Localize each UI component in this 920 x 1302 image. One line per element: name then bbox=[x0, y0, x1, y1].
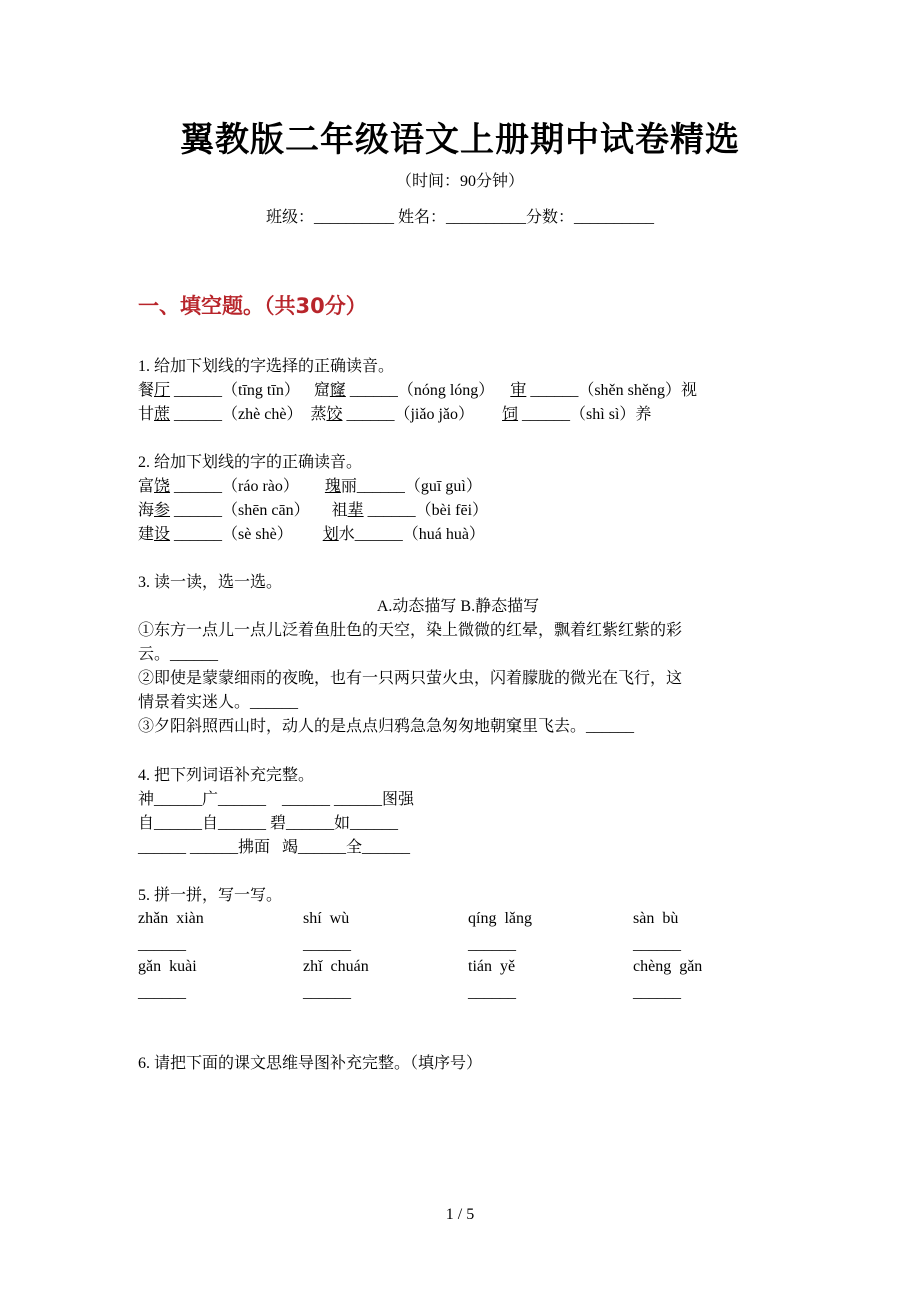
q1-l1-b-rest: ______（nóng lóng） bbox=[345, 382, 495, 399]
question-3-item-2a: ②即使是蒙蒙细雨的夜晚，也有一只两只萤火虫，闪着朦胧的微光在飞行，这 bbox=[138, 670, 683, 687]
pinyin-5: gǎn kuài bbox=[138, 958, 197, 975]
q1-l1-a-pre: 餐 bbox=[138, 382, 155, 399]
answer-blank-1: ______ bbox=[138, 936, 186, 953]
page-title: 翼教版二年级语文上册期中试卷精选 bbox=[180, 120, 740, 160]
exam-time: （时间：90分钟） bbox=[395, 173, 524, 190]
q2-r2-a-underlined: 参 bbox=[154, 502, 171, 519]
question-3 bbox=[138, 571, 778, 739]
q1-l2-a-rest: ______（zhè chè） bbox=[170, 406, 303, 423]
question-4-line-3: ______ ______拂面 竭______全______ bbox=[138, 839, 411, 856]
q1-l2-c-underlined: 饲 bbox=[502, 406, 519, 423]
question-3-prompt: 3. 读一读，选一选。 bbox=[138, 574, 283, 591]
q2-r3-a-rest: ______（sè shè） bbox=[170, 526, 293, 543]
q2-r2-b-rest: ______（bèi fēi） bbox=[363, 502, 489, 519]
question-1-prompt: 1. 给加下划线的字选择的正确读音。 bbox=[138, 358, 395, 375]
q2-r2-b-underlined: 辈 bbox=[347, 502, 364, 519]
question-3-options: A.动态描写 B.静态描写 bbox=[376, 598, 540, 615]
pinyin-2: shí wù bbox=[303, 910, 350, 927]
student-info-line: 班级：__________ 姓名：__________分数：__________ bbox=[265, 209, 654, 226]
q1-l2-b-underlined: 饺 bbox=[326, 406, 343, 423]
q1-l1-c-rest: ______（shěn shěng）视 bbox=[526, 382, 697, 399]
question-2-prompt: 2. 给加下划线的字的正确读音。 bbox=[138, 454, 363, 471]
answer-blank-6: ______ bbox=[303, 984, 351, 1001]
q2-r2-a-rest: ______（shēn cān） bbox=[170, 502, 310, 519]
q1-l1-c-underlined: 审 bbox=[510, 382, 527, 399]
q2-r1-a-pre: 富 bbox=[138, 478, 155, 495]
question-3-item-1a: ①东方一点儿一点儿泛着鱼肚色的天空，染上微微的红晕，飘着红紫红紫的彩 bbox=[138, 622, 683, 639]
pinyin-3: qíng lǎng bbox=[468, 910, 532, 927]
q2-r3-a-underlined: 设 bbox=[154, 526, 171, 543]
q2-r3-b-underlined: 划 bbox=[322, 526, 339, 543]
q1-l2-c-rest: ______（shì sì）养 bbox=[518, 406, 652, 423]
answer-blank-8: ______ bbox=[633, 984, 681, 1001]
question-4-line-1: 神______广______ ______ ______图强 bbox=[138, 791, 415, 808]
q1-l2-b-rest: ______（jiǎo jǎo） bbox=[342, 406, 475, 423]
question-2-line-2 bbox=[138, 499, 778, 523]
q2-r1-b-rest: 丽______（guī guì） bbox=[340, 478, 482, 495]
q1-l1-b-underlined: 窿 bbox=[329, 382, 346, 399]
answer-blank-7: ______ bbox=[468, 984, 516, 1001]
question-2 bbox=[138, 451, 778, 547]
answer-blank-5: ______ bbox=[138, 984, 186, 1001]
pinyin-7: tián yě bbox=[468, 958, 516, 975]
question-3-item-1b: 云。______ bbox=[138, 646, 219, 663]
q1-l2-a-pre: 甘 bbox=[138, 406, 155, 423]
pinyin-8: chèng gǎn bbox=[633, 958, 703, 975]
question-1-line-2 bbox=[138, 403, 778, 427]
q2-r1-b-underlined: 瑰 bbox=[324, 478, 341, 495]
q1-l1-a-underlined: 厅 bbox=[154, 382, 171, 399]
question-1-line-1 bbox=[138, 379, 778, 403]
question-5-grid bbox=[138, 910, 778, 1010]
question-3-item-2b: 情景着实迷人。______ bbox=[138, 694, 299, 711]
q2-r3-a-pre: 建 bbox=[138, 526, 155, 543]
q1-l2-a-underlined: 蔗 bbox=[154, 406, 171, 423]
q1-l2-b-pre: 蒸 bbox=[310, 406, 327, 423]
question-5 bbox=[138, 884, 778, 908]
question-2-line-1 bbox=[138, 475, 778, 499]
pinyin-1: zhǎn xiàn bbox=[138, 910, 204, 927]
q1-l1-a-rest: ______（tīng tīn） bbox=[170, 382, 300, 399]
section-heading: 一、填空题。（共30分） bbox=[138, 294, 367, 318]
q1-l1-b-pre: 窟 bbox=[313, 382, 330, 399]
question-1 bbox=[138, 355, 778, 427]
question-4-line-2: 自______自______ 碧______如______ bbox=[138, 815, 399, 832]
answer-blank-2: ______ bbox=[303, 936, 351, 953]
pinyin-6: zhǐ chuán bbox=[303, 958, 369, 975]
q2-r1-a-underlined: 饶 bbox=[154, 478, 171, 495]
answer-blank-4: ______ bbox=[633, 936, 681, 953]
page-number: 1 / 5 bbox=[445, 1206, 475, 1223]
answer-blank-3: ______ bbox=[468, 936, 516, 953]
question-2-line-3 bbox=[138, 523, 778, 547]
question-6-prompt: 6. 请把下面的课文思维导图补充完整。（填序号） bbox=[138, 1055, 483, 1072]
q2-r3-b-rest: 水______（huá huà） bbox=[338, 526, 485, 543]
pinyin-4: sàn bù bbox=[633, 910, 679, 927]
question-5-prompt: 5. 拼一拼，写一写。 bbox=[138, 887, 283, 904]
question-4-prompt: 4. 把下列词语补充完整。 bbox=[138, 767, 315, 784]
question-3-item-3: ③夕阳斜照西山时，动人的是点点归鸦急急匆匆地朝窠里飞去。______ bbox=[138, 718, 635, 735]
question-6 bbox=[138, 1052, 778, 1076]
q2-r2-a-pre: 海 bbox=[138, 502, 155, 519]
q2-r1-a-rest: ______（ráo rào） bbox=[170, 478, 299, 495]
question-4 bbox=[138, 764, 778, 860]
q2-r2-b-pre: 祖 bbox=[331, 502, 348, 519]
